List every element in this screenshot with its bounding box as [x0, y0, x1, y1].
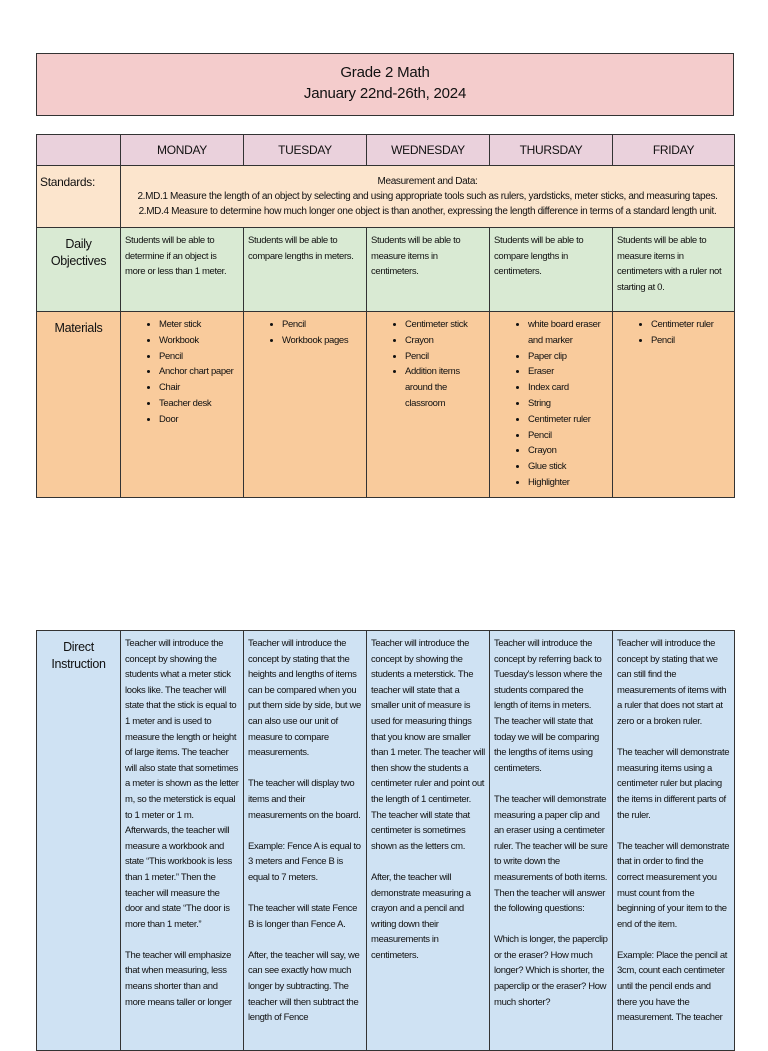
paragraph-gap: [125, 932, 239, 948]
direct-instruction-row: [37, 631, 735, 1051]
direct-wednesday: [367, 631, 490, 1051]
objective-wednesday: Students will be able to measure items in centimeters.: [367, 228, 490, 312]
materials-friday: [613, 312, 735, 498]
direct-tuesday: [244, 631, 367, 1051]
objectives-label: Daily Objectives: [37, 228, 121, 312]
material-item: • Glue stick: [528, 459, 612, 475]
objective-thursday: Students will be able to compare lengths in centimeters.: [490, 228, 613, 312]
header-corner-cell: [37, 135, 121, 166]
objective-friday: Students will be able to measure items in centimeters with a ruler not starting at 0.: [613, 228, 735, 312]
paragraph-gap: [494, 776, 608, 792]
material-item: • Crayon: [405, 333, 489, 349]
direct-instruction-table: [36, 630, 735, 1051]
material-item: • String: [528, 396, 612, 412]
material-item: • Paper clip: [528, 349, 612, 365]
instruction-paragraph: Teacher will introduce the concept by referring back to Tuesday's lesson where the students compared the length of items in meters. The teacher will state that today we will be comparing the lengths of items using centimeters.: [494, 638, 603, 774]
material-item: • Pencil: [159, 349, 243, 365]
page-title: Grade 2 Math: [340, 64, 430, 81]
lesson-plan-title-box: [36, 53, 734, 116]
material-item: • Crayon: [528, 443, 612, 459]
paragraph-gap: [371, 854, 485, 870]
standards-label: Standards:: [37, 166, 121, 228]
instruction-paragraph: Teacher will introduce the concept by stating that we can still find the measurements of items with a ruler that does not start at zero or a broken ruler.: [617, 638, 727, 727]
instruction-paragraph: Teacher will introduce the concept by showing the students a meterstick. The teacher will state that a smaller unit of measure is used for measuring things that you know are smaller than 1 meter. The teacher will then show the students a centimeter ruler and point out the length of 1 centimeter. The teacher will state that centimeter is sometimes shown as the letters cm.: [371, 638, 485, 852]
instruction-paragraph: The teacher will demonstrate measuring items using a centimeter ruler but placing the items in different parts of the ruler.: [617, 747, 730, 821]
weekly-plan-table: [36, 134, 735, 498]
material-item: • Workbook pages: [282, 333, 366, 349]
material-item: • Centimeter ruler: [528, 412, 612, 428]
material-item: • Pencil: [651, 333, 734, 349]
instruction-paragraph: After, the teacher will demonstrate measuring a crayon and a pencil and writing down their measurements in centimeters.: [371, 871, 471, 961]
material-item: • white board eraser and marker: [528, 317, 612, 349]
instruction-paragraph: Example: Place the pencil at 3cm, count each centimeter until the pencil ends and there you have the measurement. The teacher: [617, 949, 728, 1024]
standard-md4: 2.MD.4 Measure to determine how much longer one object is than another, expressing the length difference in terms of a standard length unit.: [138, 206, 717, 217]
day-header-friday: FRIDAY: [613, 135, 735, 166]
instruction-paragraph: The teacher will state Fence B is longer than Fence A.: [248, 903, 358, 930]
materials-label: Materials: [37, 312, 121, 498]
material-item: • Chair: [159, 380, 243, 396]
paragraph-gap: [248, 932, 362, 948]
paragraph-gap: [248, 761, 362, 777]
materials-thursday: [490, 312, 613, 498]
material-item: • Pencil: [282, 317, 366, 333]
material-item: • Centimeter stick: [405, 317, 489, 333]
direct-thursday: [490, 631, 613, 1051]
standard-md1: 2.MD.1 Measure the length of an object by selecting and using appropriate tools such as rulers, yardsticks, meter sticks, and measuring tapes.: [137, 191, 718, 202]
paragraph-gap: [248, 886, 362, 902]
material-item: • Addition items around the classroom: [405, 364, 489, 411]
direct-instruction-label: Direct Instruction: [37, 631, 121, 1051]
day-header-thursday: THURSDAY: [490, 135, 613, 166]
material-item: • Eraser: [528, 364, 612, 380]
material-item: • Index card: [528, 380, 612, 396]
day-header-tuesday: TUESDAY: [244, 135, 367, 166]
material-item: • Highlighter: [528, 475, 612, 491]
material-item: • Door: [159, 412, 243, 428]
instruction-paragraph: Afterwards, the teacher will measure a workbook and state “This workbook is less than 1 meter.” Then the teacher will measure the door and state “The door is more than 1 meter.”: [125, 825, 232, 930]
objective-tuesday: Students will be able to compare lengths in meters.: [244, 228, 367, 312]
instruction-paragraph: The teacher will emphasize that when measuring, less means shorter than and more means taller or longer: [125, 949, 232, 1008]
material-item: • Workbook: [159, 333, 243, 349]
instruction-paragraph: Teacher will introduce the concept by showing the students what a meter stick looks like. The teacher will state that the stick is equal to 1 meter and is used to measure the length or height of large items. The teacher will also state that sometimes a meter is shown as the letter m, so the meterstick is equal to 1 meter or 1 m.: [125, 638, 239, 821]
standards-content: [121, 166, 735, 228]
objectives-row: [37, 228, 735, 312]
instruction-paragraph: The teacher will demonstrate that in order to find the correct measurement you must count from the beginning of your item to the end of the item.: [617, 840, 730, 930]
materials-wednesday: [367, 312, 490, 498]
materials-monday: [121, 312, 244, 498]
paragraph-gap: [617, 730, 730, 746]
material-item: • Pencil: [405, 349, 489, 365]
instruction-paragraph: After, the teacher will say, we can see exactly how much longer by subtracting. The teacher will then subtract the length of Fence: [248, 949, 360, 1024]
day-header-row: [37, 135, 735, 166]
material-item: • Teacher desk: [159, 396, 243, 412]
instruction-paragraph: Example: Fence A is equal to 3 meters and Fence B is equal to 7 meters.: [248, 840, 361, 883]
instruction-paragraph: The teacher will display two items and their measurements on the board.: [248, 778, 361, 821]
paragraph-gap: [617, 823, 730, 839]
day-header-monday: MONDAY: [121, 135, 244, 166]
materials-tuesday: [244, 312, 367, 498]
direct-friday: [613, 631, 735, 1051]
material-item: • Anchor chart paper: [159, 364, 243, 380]
instruction-paragraph: Teacher will introduce the concept by stating that the heights and lengths of items can be compared when you put them side by side, but we can also use our unit of measure to compare measurements.: [248, 638, 361, 759]
paragraph-gap: [617, 932, 730, 948]
standards-row: [37, 166, 735, 228]
material-item: • Meter stick: [159, 317, 243, 333]
objective-monday: Students will be able to determine if an object is more or less than 1 meter.: [121, 228, 244, 312]
date-range: January 22nd-26th, 2024: [303, 85, 467, 102]
paragraph-gap: [494, 917, 608, 933]
materials-row: [37, 312, 735, 498]
instruction-paragraph: The teacher will demonstrate measuring a paper clip and an eraser using a centimeter ruler. The teacher will be sure to write down the measurements of both items. Then the teacher will answer the following questions:: [494, 793, 608, 915]
direct-monday: [121, 631, 244, 1051]
instruction-paragraph: Which is longer, the paperclip or the eraser? How much longer? Which is shorter, the paperclip or the eraser? How much shorter?: [494, 934, 608, 1008]
standards-heading: Measurement and Data:: [377, 176, 478, 187]
day-header-wednesday: WEDNESDAY: [367, 135, 490, 166]
paragraph-gap: [248, 823, 362, 839]
material-item: • Pencil: [528, 428, 612, 444]
material-item: • Centimeter ruler: [651, 317, 734, 333]
